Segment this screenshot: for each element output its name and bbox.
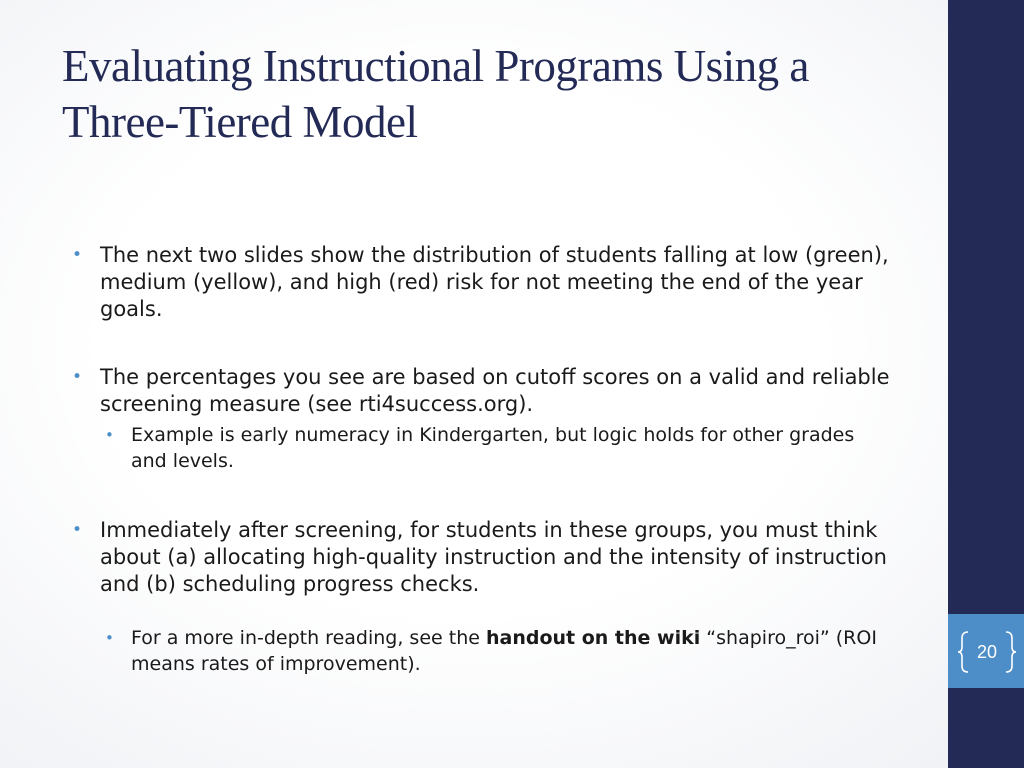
sub-bullet-text-suffix: “shapiro_roi” (ROI means rates of improvement). bbox=[131, 627, 877, 675]
sub-bullet-item bbox=[105, 625, 892, 677]
sub-bullet-text-prefix: For a more in-depth reading, see the bbox=[131, 627, 486, 649]
slide-title: Evaluating Instructional Programs Using a Three-Tiered Model bbox=[62, 41, 809, 147]
slide-body bbox=[72, 240, 892, 696]
bullet-icon: • bbox=[105, 629, 114, 647]
bullet-item bbox=[72, 242, 892, 323]
bullet-icon: • bbox=[72, 367, 83, 387]
bullet-item bbox=[72, 517, 892, 598]
bullet-text: Immediately after screening, for students in these groups, you must think about (a) allocating high-quality instruction and the intensity of instruction and (b) scheduling progress checks. bbox=[100, 518, 887, 596]
sub-bullet-item bbox=[105, 422, 892, 474]
bullet-icon: • bbox=[105, 426, 114, 444]
bullet-icon: • bbox=[72, 245, 83, 265]
bullet-text: The percentages you see are based on cutoff scores on a valid and reliable screening measure (see rti4success.org). bbox=[100, 365, 890, 416]
bullet-icon: • bbox=[72, 520, 83, 540]
bullet-item bbox=[72, 364, 892, 418]
bullet-text: The next two slides show the distribution of students falling at low (green), medium (yellow), and high (red) risk for not meeting the end of the year goals. bbox=[100, 243, 889, 321]
page-number bbox=[958, 630, 1016, 674]
wiki-handout-reference: handout on the wiki bbox=[485, 627, 701, 649]
sub-bullet-text: Example is early numeracy in Kindergarten, but logic holds for other grades and levels. bbox=[131, 424, 855, 472]
page-number-text: 20 bbox=[976, 641, 998, 662]
